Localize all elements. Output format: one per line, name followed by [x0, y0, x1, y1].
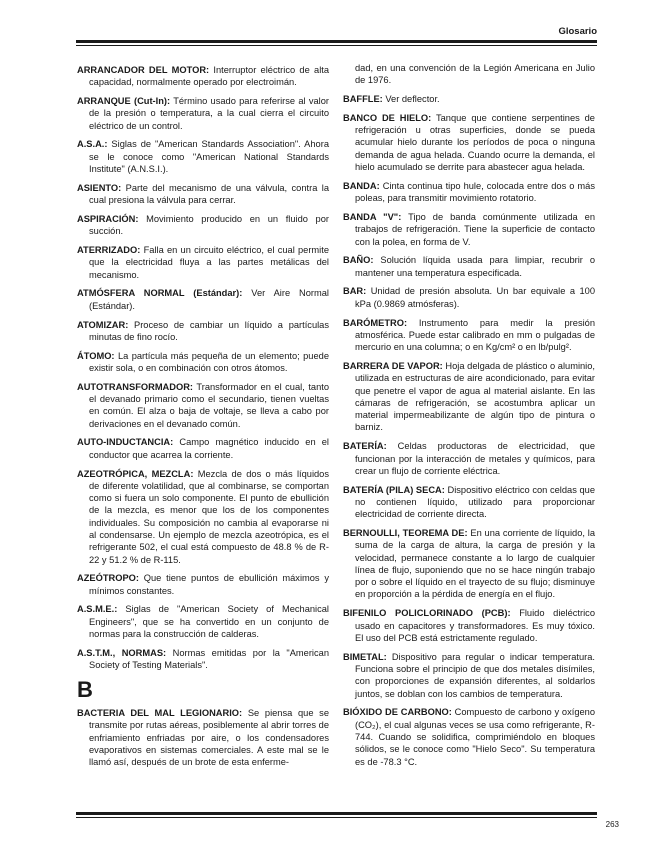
glossary-definition: Dispositivo eléctrico con celdas que no contienen líquido, utilizado para proporcionar electricidad de corriente directa.	[355, 484, 595, 520]
glossary-term: ATOMIZAR:	[77, 319, 129, 330]
section-title: Glosario	[558, 26, 597, 37]
left-column	[77, 64, 329, 775]
glossary-entry	[343, 211, 595, 248]
glossary-definition: Tipo de banda comúnmente utilizada en trabajos de refrigeración. Tiene la superficie de contacto con la polea, en forma de V.	[355, 211, 595, 247]
glossary-definition: Dispositivo para regular o indicar temperatura. Funciona sobre el principio de que dos metales disímiles, con proporciones de expansión diferentes, al soldarlos juntos, se doblan con los cambios de temperatura.	[355, 651, 595, 699]
glossary-definition: Fluido dieléctrico usado en capacitores y transformadores. Es muy tóxico. El uso del PCB está estrictamente regulado.	[355, 608, 595, 643]
glossary-term: ÁTOMO:	[77, 350, 115, 361]
glossary-entry	[77, 138, 329, 175]
glossary-definition: Solución líquida usada para limpiar, recubrir o mantener una temperatura especificada.	[355, 255, 595, 278]
glossary-term: BAFFLE:	[343, 94, 383, 105]
glossary-entry	[77, 707, 329, 768]
glossary-term: BAR:	[343, 286, 367, 297]
glossary-definition: Proceso de cambiar un líquido a partículas minutas de fino rocío.	[89, 319, 329, 342]
glossary-entry	[77, 572, 329, 597]
glossary-entry	[77, 244, 329, 281]
glossary-term: BANCO DE HIELO:	[343, 112, 432, 123]
right-column	[343, 62, 595, 774]
glossary-term: ATERRIZADO:	[77, 245, 141, 256]
glossary-entry-continuation: dad, en una convención de la Legión Americana en Julio de 1976.	[355, 63, 595, 86]
glossary-term: BAÑO:	[343, 255, 374, 266]
glossary-entry	[77, 213, 329, 238]
glossary-entry	[77, 603, 329, 640]
glossary-term: BATERÍA (PILA) SECA:	[343, 484, 445, 495]
glossary-entry	[343, 484, 595, 521]
glossary-entry	[343, 317, 595, 354]
glossary-entry	[77, 182, 329, 207]
glossary-term: BANDA:	[343, 180, 380, 191]
glossary-entry	[77, 647, 329, 672]
glossary-definition: Interruptor eléctrico de alta capacidad, normalmente operado por electroimán.	[89, 65, 330, 88]
glossary-term: ASIENTO:	[77, 182, 122, 193]
glossary-term: BARÓMETRO:	[343, 317, 408, 328]
glossary-definition: Unidad de presión absoluta. Un bar equivale a 100 kPa (0.9869 atmósferas).	[355, 286, 595, 309]
glossary-definition: Ver deflector.	[382, 94, 440, 105]
glossary-term: BIÓXIDO DE CARBONO:	[343, 707, 452, 718]
glossary-term: BARRERA DE VAPOR:	[343, 360, 443, 371]
glossary-entry	[343, 651, 595, 700]
glossary-definition: Falla en un circuito eléctrico, el cual permite que la electricidad fluya a las partes metálicas del mecanismo.	[89, 245, 329, 280]
glossary-term: BERNOULLI, TEOREMA DE:	[343, 528, 468, 538]
glossary-term: ARRANCADOR DEL MOTOR:	[77, 65, 210, 75]
glossary-entry	[77, 64, 329, 89]
glossary-entry	[343, 112, 595, 173]
footer-rule-thin	[76, 817, 597, 818]
glossary-term: A.S.M.E.:	[77, 604, 118, 615]
header-rule	[76, 40, 597, 43]
glossary-entry	[343, 93, 595, 105]
glossary-entry	[77, 436, 329, 461]
glossary-definition: Instrumento para medir la presión atmosférica. Puede estar calibrado en mm o pulgadas de mercurio en una columna; o en Kg/cm² o en lb/pulg².	[355, 317, 595, 353]
letter-heading: B	[77, 676, 93, 702]
glossary-definition: Tanque que contiene serpentines de refrigeración u otras superficies, donde se pueda acumular hielo durante los períodos de poca o ninguna demanda de agua helada. Cuando ocurre la demanda, el hielo acumulado se derrite para abastecer agua helada.	[355, 112, 595, 173]
glossary-term: ASPIRACIÓN:	[77, 213, 139, 224]
glossary-term: BANDA "V":	[343, 211, 402, 222]
glossary-definition: Campo magnético inducido en el conductor que acarrea la corriente.	[89, 437, 329, 460]
glossary-definition: Siglas de "American Standards Association". Ahora se le conoce como "American National Standards Institute" (A.N.S.I.).	[89, 139, 329, 175]
glossary-definition: Término usado para referirse al valor de la presión o temperatura, a la cual cierra el circuito eléctrico de un control.	[89, 96, 329, 131]
glossary-term: BIMETAL:	[343, 651, 387, 662]
glossary-definition: Movimiento producido en un fluido por succión.	[89, 213, 329, 237]
glossary-definition: Transformador en el cual, tanto el devanado primario como el secundario, tienen vueltas en común. El alza o baja de voltaje, se lleva a cabo por derivaciones en el devanado común.	[89, 381, 329, 429]
glossary-definition: Cinta continua tipo hule, colocada entre dos o más poleas, para transmitir movimiento rotatorio.	[355, 180, 595, 204]
glossary-definition: La partícula más pequeña de un elemento; puede existir sola, o en combinación con otros átomos.	[89, 350, 329, 373]
glossary-definition: Parte del mecanismo de una válvula, contra la cual presiona la válvula para cerrar.	[89, 182, 329, 206]
glossary-entry	[343, 607, 595, 644]
glossary-definition: Normas emitidas por la "American Society of Testing Materials".	[89, 647, 329, 671]
glossary-definition: En una corriente de líquido, la suma de la carga de altura, la carga de presión y la velocidad, permanece constante a lo largo de cualquier línea de flujo, suponiendo que no se hace ningún trabajo por o sobre el líquido en el trayecto de su flujo; disminuye en proporción a la pérdida de energía en el flujo.	[355, 528, 595, 600]
glossary-term: AUTO-INDUCTANCIA:	[77, 437, 174, 448]
glossary-term: A.S.A.:	[77, 139, 108, 150]
page-number: 263	[605, 820, 619, 829]
glossary-entry	[77, 468, 329, 566]
glossary-entry	[77, 350, 329, 375]
glossary-entry	[343, 706, 595, 767]
glossary-definition: Mezcla de dos o más líquidos de diferente volatilidad, que al combinarse, se comportan como si fuera un solo componente. El punto de ebullición de la mezcla, es menor que los de los componentes individuales. Su composición no cambia al evaporarse ni al condensarse. Un ejemplo de mezcla azeotrópica, es el refrigerante 502, el cual está compuesto de 48.8 % de R-22 y 51.2 % de R-115.	[89, 468, 330, 565]
glossary-definition: Siglas de "American Society of Mechanical Engineers", que se ha convertido en un conjunto de normas para la construcción de calderas.	[89, 604, 329, 640]
glossary-entry	[343, 360, 595, 434]
glossary-entry	[77, 95, 329, 132]
glossary-term: ATMÓSFERA NORMAL (Estándar):	[77, 288, 243, 299]
glossary-entry	[343, 254, 595, 279]
glossary-term: AZEOTRÓPICA, MEZCLA:	[77, 468, 194, 479]
glossary-definition: Hoja delgada de plástico o aluminio, utilizada en estructuras de aire acondicionado, para evitar que penetre el vapor de agua al material aislante. En las cámaras de refrigeración, se acostumbra aplicar un material impermeabilizante de algún tipo de pintura o barniz.	[355, 360, 595, 433]
glossary-definition: Ver Aire Normal (Estándar).	[89, 288, 329, 311]
glossary-definition: Compuesto de carbono y oxígeno (CO₂), el cual algunas veces se usa como refrigerante, R-744. Cuando se solidifica, comprimiéndolo en bloques sólidos, se le conoce como "Hielo Seco". Su temperatura es de -78.3 °C.	[355, 707, 595, 767]
glossary-definition: Se piensa que se transmite por rutas aéreas, posiblemente al abrir torres de enfriamiento enfriadas por aire, o los condensadores evaporativos en sistemas comerciales. A este mal se le llamó así, después de un brote de esta enferme-	[89, 707, 329, 768]
glossary-definition: Que tiene puntos de ebullición máximos y mínimos constantes.	[89, 573, 329, 596]
header-rule-thin	[76, 45, 597, 46]
glossary-entry	[77, 287, 329, 312]
glossary-term: A.S.T.M., NORMAS:	[77, 647, 167, 658]
glossary-term: BACTERIA DEL MAL LEGIONARIO:	[77, 707, 243, 718]
footer-rule	[76, 812, 597, 815]
glossary-entry	[343, 440, 595, 477]
glossary-entry	[343, 285, 595, 310]
glossary-entry	[77, 319, 329, 344]
glossary-definition: Celdas productoras de electricidad, que funcionan por la interacción de metales y químicos, para crear un flujo de corriente eléctrica.	[355, 441, 595, 476]
glossary-entry	[343, 527, 595, 601]
glossary-entry	[77, 381, 329, 430]
glossary-entry	[343, 180, 595, 205]
glossary-term: BATERÍA:	[343, 441, 387, 452]
glossary-term: AZEÓTROPO:	[77, 573, 139, 584]
glossary-term: AUTOTRANSFORMADOR:	[77, 381, 194, 392]
glossary-term: ARRANQUE (Cut-In):	[77, 96, 171, 107]
glossary-term: BIFENILO POLICLORINADO (PCB):	[343, 608, 511, 619]
